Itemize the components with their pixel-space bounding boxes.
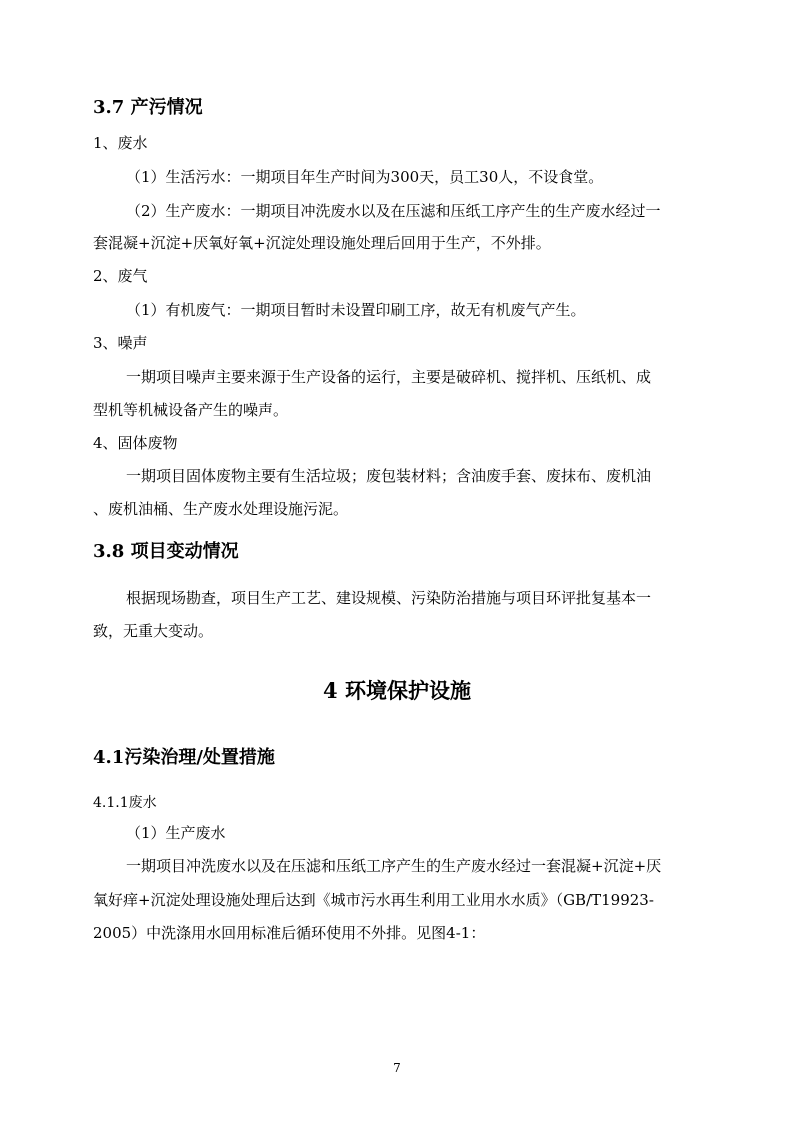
section-heading-3-8: 3.8 项目变动情况 [93,541,239,562]
paragraph-changes-line2: 致，无重大变动。 [93,622,214,640]
subsection-label-4-1-1: 4.1.1废水 [93,795,157,811]
paragraph-production-wastewater-line2: 套混凝+沉淀+厌氧好氧+沉淀处理设施处理后回用于生产，不外排。 [93,234,551,252]
paragraph-noise-line2: 型机等机械设备产生的噪声。 [93,401,289,419]
paragraph-changes-line1: 根据现场勘查，项目生产工艺、建设规模、污染防治措施与项目环评批复基本一 [126,589,652,607]
paragraph-domestic-wastewater: （1）生活污水：一期项目年生产时间为300天，员工30人，不设食堂。 [126,168,604,186]
item-label-production-wastewater: （1）生产废水 [126,824,226,842]
paragraph-organic-gas: （1）有机废气：一期项目暂时未设置印刷工序，故无有机废气产生。 [126,301,586,319]
subsection-label-solid-waste: 4、固体废物 [93,434,178,452]
paragraph-noise-line1: 一期项目噪声主要来源于生产设备的运行，主要是破碎机、搅拌机、压纸机、成 [126,368,652,386]
subsection-label-wastewater: 1、废水 [93,134,148,152]
paragraph-solid-waste-line2: 、废机油桶、生产废水处理设施污泥。 [93,500,349,518]
paragraph-production-wastewater-line1: （2）生产废水：一期项目冲洗废水以及在压滤和压纸工序产生的生产废水经过一 [126,202,661,220]
page-number: 7 [393,1061,401,1075]
subsection-label-exhaust-gas: 2、废气 [93,267,148,285]
paragraph-treatment-line3: 2005）中洗涤用水回用标准后循环使用不外排。见图4-1： [93,924,486,942]
section-heading-4-1: 4.1污染治理/处置措施 [93,747,275,768]
paragraph-treatment-line1: 一期项目冲洗废水以及在压滤和压纸工序产生的生产废水经过一套混凝+沉淀+厌 [126,857,662,875]
paragraph-treatment-line2: 氧好痒+沉淀处理设施处理后达到《城市污水再生利用工业用水水质》（GB/T19923- [93,891,654,909]
section-heading-3-7: 3.7 产污情况 [93,97,203,118]
chapter-heading-4: 4 环境保护设施 [323,678,471,703]
paragraph-solid-waste-line1: 一期项目固体废物主要有生活垃圾；废包装材料；含油废手套、废抹布、废机油 [126,467,652,485]
subsection-label-noise: 3、噪声 [93,334,148,352]
